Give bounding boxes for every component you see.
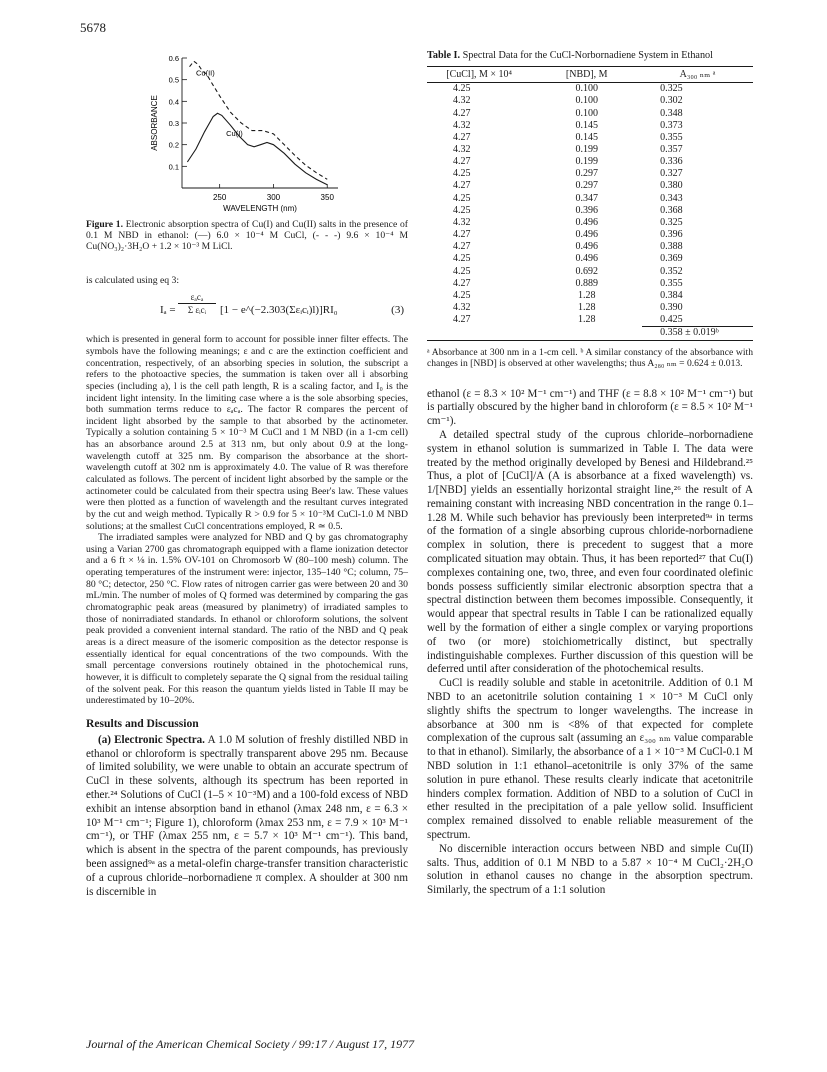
- table-row: [427, 241, 753, 253]
- table-row: [427, 180, 753, 192]
- x-tick-label: 350: [320, 193, 334, 202]
- y-tick-label: 0.1: [168, 162, 179, 172]
- table-1: [427, 66, 753, 340]
- y-tick-label: 0.3: [168, 119, 179, 128]
- cell-absorbance: 0.325: [660, 216, 683, 228]
- cell-cucl: 4.32: [453, 144, 471, 156]
- y-tick-label: 0.5: [168, 75, 179, 85]
- table-header-nbd: [NBD], M: [531, 67, 642, 83]
- table-label: Table I.: [427, 50, 461, 61]
- journal-footer: Journal of the American Chemical Society / 99:17 / August 17, 1977: [86, 1037, 415, 1051]
- cell-nbd: 0.496: [575, 253, 598, 265]
- cell-cucl: 4.27: [453, 314, 471, 326]
- cell-nbd: 1.28: [577, 289, 596, 301]
- cell-absorbance: 0.355: [660, 131, 683, 143]
- table-row: [427, 120, 753, 132]
- table-row: [427, 290, 753, 302]
- cell-cucl: 4.25: [453, 265, 471, 277]
- paragraph-right-1: A detailed spectral study of the cuprous chloride–norbornadiene system in ethanol solution is summarized in Table I. The data were treated by the method originally developed by Benesi and Hildebrand.²⁵ Thus, a plot of [CuCl]/A (A is absorbance at a fixed wavelength) vs. 1/[NBD] yields an essentially horizontal straight line,²⁶ the result of A remaining constant with increasing NBD concentration in the range 0.1–1.28 M. While such behavior has previously been interpreted⁹ᵃ in terms of the formation of a single absorbing cuprous chloride-norbornadiene complex in solution, there is precedent to suggest that a more complicated situation may obtain. Thus, it has been reported²⁷ that Cu(I) complexes containing one, two, three, and even four coordinated olefinic bonds possess sufficiently similar electronic absorption spectra that a spectral distinction between them becomes impossible. Consequently, it would appear that spectral results in Table I can be rationalized equally well by the formation of either a single complex or varying proportions of two (or more) stoichiometrically distinct, but spectrally indistinguishable complexes. Further discussion of this question will be deferred until after consideration of the photochemical results.: [427, 428, 753, 676]
- cell-cucl: 4.32: [453, 302, 471, 314]
- cell-absorbance: 0.396: [660, 229, 683, 241]
- right-column: [427, 50, 753, 898]
- series-label: Cu(I): [226, 129, 243, 138]
- equation-number: (3): [391, 304, 404, 317]
- cell-cucl: 4.27: [453, 156, 471, 168]
- table-row: [427, 302, 753, 314]
- cell-nbd: 0.692: [575, 265, 598, 277]
- cell-cucl: 4.27: [453, 131, 471, 143]
- cell-cucl: 4.25: [453, 253, 471, 265]
- cell-nbd: 0.100: [575, 83, 598, 95]
- results-heading: Results and Discussion: [86, 716, 199, 730]
- cell-absorbance: 0.373: [660, 119, 683, 131]
- table-1-footnote: ᵃ Absorbance at 300 nm in a 1-cm cell. ᵇ A similar constancy of the absorbance with changes in [NBD] is observed at other wavelengths; thus A₂₈₀ ₙₘ = 0.624 ± 0.013.: [427, 346, 753, 370]
- equation-lhs: Iₐ =: [160, 304, 176, 317]
- equation-numerator: εₐcₐ: [178, 292, 216, 304]
- cell-absorbance: 0.343: [660, 192, 683, 204]
- series-line-cu-i: [187, 113, 327, 185]
- cell-nbd: 0.297: [575, 180, 598, 192]
- cell-absorbance: 0.302: [660, 95, 683, 107]
- cell-nbd: 0.496: [575, 241, 598, 253]
- results-text: A 1.0 M solution of freshly distilled NBD in ethanol or chloroform is spectrally transparent above 295 nm. Because of limited solubility, we were unable to obtain an accurate spectrum of CuCl in these solvents, although its spectrum has been reported in ether.²⁴ Solutions of CuCl (1–5 × 10⁻³M) and a 100-fold excess of NBD exhibit an intense absorption band in ethanol (λmax 248 nm, ε = 6.3 × 10³ M⁻¹ cm⁻¹; Figure 1), chloroform (λmax 253 nm, ε = 7.9 × 10³ M⁻¹ cm⁻¹), or THF (λmax 255 nm, ε = 5.7 × 10³ M⁻¹ cm⁻¹). This band, which is absent in the spectra of the parent compounds, has previously been assigned⁹ᵃ as a metal-olefin charge-transfer transition characteristic of a cuprous chloride–norbornadiene π complex. A shoulder at 300 nm is discernible in: [86, 733, 408, 898]
- table-header-cucl: [CuCl], M × 10⁴: [427, 67, 531, 83]
- cell-nbd: 0.297: [575, 168, 598, 180]
- cell-nbd: 0.100: [575, 107, 598, 119]
- cell-nbd: 1.28: [577, 302, 596, 314]
- cell-absorbance: 0.384: [660, 289, 683, 301]
- cell-empty: [427, 327, 531, 340]
- table-row: [427, 193, 753, 205]
- equation-rest: [1 − e^(−2.303(Σεᵢcᵢ)l)]RI₀: [220, 304, 338, 317]
- table-row: [427, 205, 753, 217]
- table-row: [427, 83, 753, 96]
- cell-absorbance: 0.355: [660, 277, 683, 289]
- paragraph-method-1: which is presented in general form to account for possible inner filter effects. The symbols have the following meanings; ε and c are the extinction coefficient and concentration, respectively, of an absorbing species in solution, the subscript a refers to the photoactive species, the summation is taken over all i absorbing species (including a), l is the cell path length, R is a scaling factor, and I₀ is the incident light intensity. In the limiting case where a is the sole absorbing species, both summation terms reduce to εₐcₐ. The factor R compares the percent of incident light absorbed by the sample to that absorbed by the actinometer. Typically a solution containing 5 × 10⁻³ M CuCl and 1 M NBD (in a 1-cm cell) has an absorbance around 2.5 at 313 nm, but only about 0.9 at the long-wavelength cutoff at 325 nm. By comparison the absorbance at the short-wavelength cutoff at 302 nm is approximately 4.0. The value of R was therefore calculated as follows. The percent of incident light absorbed by the sample or the actinometer could be calculated from their spectra using Beer's law. These values were then plotted as a function of wavelength and the resultant curves integrated by the cut and weigh method. Typically R > 0.9 for 5 × 10⁻³M CuCl-1.0 M NBD solutions; at the smallest CuCl concentrations employed, R ≃ 0.5.: [86, 334, 408, 532]
- cell-nbd: 0.100: [575, 95, 598, 107]
- cell-nbd: 0.347: [575, 192, 598, 204]
- cell-absorbance: 0.357: [660, 144, 683, 156]
- x-axis-label: WAVELENGTH (nm): [223, 204, 297, 213]
- table-title-text: Spectral Data for the CuCl-Norbornadiene System in Ethanol: [462, 50, 713, 61]
- cell-cucl: 4.25: [453, 289, 471, 301]
- cell-nbd: 0.889: [575, 277, 598, 289]
- cell-absorbance: 0.327: [660, 168, 683, 180]
- cell-nbd: 0.199: [575, 156, 598, 168]
- cell-nbd: 0.145: [575, 131, 598, 143]
- cell-cucl: 4.27: [453, 277, 471, 289]
- table-row: [427, 95, 753, 107]
- caption-text: Electronic absorption spectra of Cu(I) and Cu(II) salts in the presence of 0.1 M NBD in ethanol: (—) 6.0 × 10⁻⁴ M CuCl, (- - -) 9.6 × 10⁻⁴ M Cu(NO₃)₂·3H₂O + 1.2 × 10⁻³ M LiCl.: [86, 219, 408, 253]
- cell-cucl: 4.27: [453, 241, 471, 253]
- cell-absorbance: 0.352: [660, 265, 683, 277]
- x-tick-label: 300: [266, 193, 281, 202]
- cell-absorbance: 0.390: [660, 302, 683, 314]
- cell-nbd: 0.496: [575, 229, 598, 241]
- cell-absorbance: 0.368: [660, 204, 683, 216]
- paragraph-right-2: CuCl is readily soluble and stable in acetonitrile. Addition of 0.1 M NBD to an acetonitrile solution containing 1 × 10⁻³ M CuCl only slightly shifts the spectrum to longer wavelengths. The increase in absorbance at 300 nm is <8% of that expected for complete complexation of the cuprous salt (assuming an ε₃₀₀ ₙₘ value comparable to that in ethanol). Similarly, the absorbance of a 1 × 10⁻³ M CuCl-0.1 M NBD solution in 1:1 ethanol–acetonitrile is only 37% of the same solution in pure ethanol. These results clearly indicate that acetonitrile hinders complex formation. Addition of NBD to a solution of CuCl in ether resulted in the precipitation of a pale yellow solid. Insufficient complex remained dissolved to enable reliable measurement of the spectrum.: [427, 677, 753, 842]
- table-header-absorbance: A₃₀₀ ₙₘ ᵃ: [642, 67, 753, 83]
- x-tick-label: 250: [212, 193, 227, 202]
- paragraph-right-3: No discernible interaction occurs between NBD and simple Cu(II) salts. Thus, addition of 0.1 M NBD to a 5.87 × 10⁻⁴ M CuCl₂·2H₂O solution in ethanol causes no change in the absorption spectrum. Similarly, the spectrum of a 1:1 solution: [427, 842, 753, 897]
- cell-cucl: 4.27: [453, 180, 471, 192]
- table-1-title: [427, 50, 753, 62]
- left-column: [86, 50, 408, 899]
- page-number: 5678: [80, 20, 106, 35]
- cell-absorbance: 0.336: [660, 156, 683, 168]
- table-row: [427, 266, 753, 278]
- cell-absorbance: 0.425: [660, 314, 683, 326]
- cell-nbd: 0.199: [575, 144, 598, 156]
- cell-nbd: 0.145: [575, 119, 598, 131]
- table-row: [427, 217, 753, 229]
- cell-nbd: 1.28: [577, 314, 596, 326]
- y-tick-label: 0.2: [168, 140, 179, 150]
- y-tick-label: 0.4: [168, 97, 179, 107]
- axis-ticks: [169, 54, 335, 202]
- table-row: [427, 156, 753, 168]
- table-row: [427, 144, 753, 156]
- cell-absorbance: 0.388: [660, 241, 683, 253]
- table-row: [427, 168, 753, 180]
- table-body: [427, 83, 753, 340]
- table-row: [427, 229, 753, 241]
- equation-denominator: Σ εᵢcᵢ: [187, 305, 207, 316]
- table-row: [427, 314, 753, 327]
- table-header-row: [427, 67, 753, 83]
- cell-nbd: 0.496: [575, 216, 598, 228]
- figure-1-caption: [86, 219, 408, 253]
- table-row: [427, 132, 753, 144]
- table-row: [427, 278, 753, 290]
- paragraph-right-0: ethanol (ε = 8.3 × 10² M⁻¹ cm⁻¹) and THF (ε = 8.8 × 10² M⁻¹ cm⁻¹) but is partially obscured by the higher band in chloroform (ε = 8.5 × 10² M⁻¹ cm⁻¹).: [427, 387, 753, 428]
- cell-cucl: 4.32: [453, 216, 471, 228]
- cell-cucl: 4.25: [453, 192, 471, 204]
- cell-cucl: 4.25: [453, 204, 471, 216]
- cell-absorbance: 0.380: [660, 180, 683, 192]
- cell-nbd: 0.396: [575, 204, 598, 216]
- results-subhead: (a) Electronic Spectra.: [98, 733, 205, 746]
- figure-1: [86, 50, 408, 215]
- cell-cucl: 4.32: [453, 95, 471, 107]
- cell-cucl: 4.27: [453, 107, 471, 119]
- table-row: [427, 108, 753, 120]
- series-lines: [187, 61, 327, 185]
- equation-fraction: [178, 292, 216, 315]
- cell-cucl: 4.25: [453, 168, 471, 180]
- series-line-cu-ii: [190, 61, 328, 179]
- y-axis-label: ABSORBANCE: [150, 95, 159, 151]
- equation-3: [86, 292, 408, 328]
- cell-cucl: 4.25: [453, 83, 471, 95]
- paragraph-method-2: The irradiated samples were analyzed for NBD and Q by gas chromatography using a Varian 2700 gas chromatograph equipped with a flame ionization detector and a 6 ft × ⅛ in. 1.5% OV-101 on Chromosorb W (80–100 mesh) column. The operating temperatures of the instrument were: injector, 135–140 °C; column, 75–80 °C; detector, 250 °C. Flow rates of nitrogen carrier gas were between 20 and 30 mL/min. The number of moles of Q formed was determined by comparing the gas chromatographic peak areas (measured by planimetry) of irradiated samples to those of nonirradiated standards. In ethanol or chloroform solutions, the solvent peak provided a convenient internal standard. The ratio of the NBD and Q peak areas is a direct measure of the isomeric composition as the detector response is essentially identical for equal concentrations of the two compounds. With the small percentage conversions routinely obtained in the photochemical runs, however, it is difficult to completely separate the Q signal from the residual tailing of the solvent peak. For this reason the quantum yields listed in Table II may be underestimated by 10–20%.: [86, 532, 408, 707]
- paragraph-results-1: [86, 734, 408, 900]
- absorbance-chart: [86, 50, 408, 215]
- y-tick-label: 0.6: [168, 54, 179, 63]
- caption-label: Figure 1.: [86, 219, 123, 230]
- cell-absorbance: 0.348: [660, 107, 683, 119]
- table-row: [427, 253, 753, 265]
- cell-cucl: 4.27: [453, 229, 471, 241]
- cell-absorbance: 0.369: [660, 253, 683, 265]
- intro-line: is calculated using eq 3:: [86, 274, 180, 286]
- table-mean-row: [427, 327, 753, 340]
- series-label: Cu(II): [195, 68, 215, 78]
- cell-absorbance: 0.325: [660, 83, 683, 95]
- cell-cucl: 4.32: [453, 119, 471, 131]
- cell-empty: [531, 327, 642, 340]
- cell-mean: 0.358 ± 0.019ᵇ: [642, 327, 753, 340]
